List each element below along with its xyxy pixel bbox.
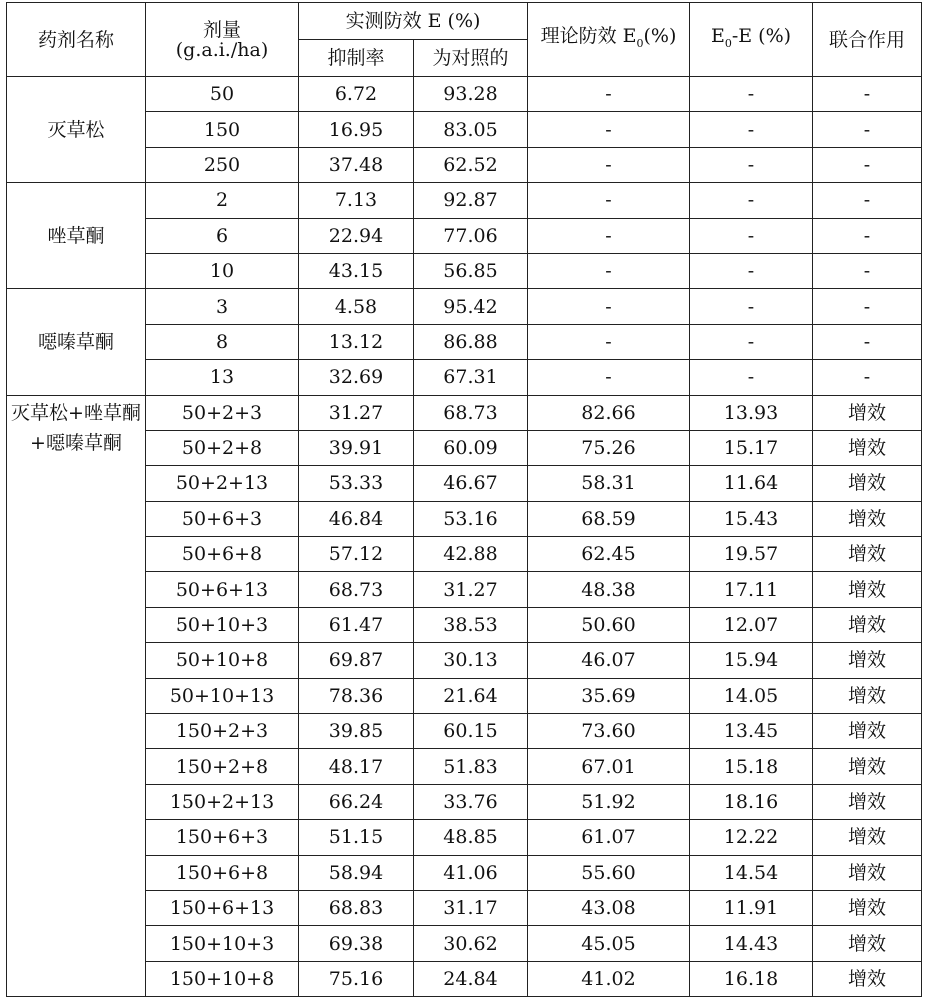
joint-action-cell: 增效: [813, 572, 922, 607]
dose-cell: 150+2+3: [146, 714, 299, 749]
efficacy-difference-cell: 17.11: [690, 572, 813, 607]
theoretical-efficacy-cell: -: [528, 183, 690, 218]
theoretical-efficacy-cell: -: [528, 112, 690, 147]
dose-cell: 50+2+3: [146, 395, 299, 430]
joint-action-cell: -: [813, 183, 922, 218]
relative-to-control-cell: 68.73: [414, 395, 528, 430]
inhibition-rate-cell: 37.48: [299, 147, 414, 182]
dose-cell: 50+10+13: [146, 678, 299, 713]
inhibition-rate-cell: 6.72: [299, 77, 414, 112]
inhibition-rate-cell: 53.33: [299, 466, 414, 501]
joint-action-cell: 增效: [813, 395, 922, 430]
theoretical-efficacy-cell: 73.60: [528, 714, 690, 749]
joint-action-cell: 增效: [813, 430, 922, 465]
dose-cell: 150+10+8: [146, 961, 299, 996]
table-row: [7, 289, 922, 324]
header-dose-unit: (g.a.i./ha): [175, 38, 269, 61]
efficacy-difference-cell: 13.45: [690, 714, 813, 749]
joint-action-cell: -: [813, 253, 922, 288]
efficacy-difference-cell: -: [690, 147, 813, 182]
efficacy-difference-cell: 16.18: [690, 961, 813, 996]
joint-action-cell: 增效: [813, 537, 922, 572]
theoretical-efficacy-cell: -: [528, 147, 690, 182]
joint-action-cell: -: [813, 289, 922, 324]
theoretical-efficacy-cell: 45.05: [528, 926, 690, 961]
dose-cell: 50+6+3: [146, 501, 299, 536]
dose-cell: 150: [146, 112, 299, 147]
efficacy-difference-cell: 15.18: [690, 749, 813, 784]
theoretical-efficacy-cell: -: [528, 253, 690, 288]
inhibition-rate-cell: 68.73: [299, 572, 414, 607]
inhibition-rate-cell: 16.95: [299, 112, 414, 147]
efficacy-difference-cell: 15.94: [690, 643, 813, 678]
relative-to-control-cell: 21.64: [414, 678, 528, 713]
inhibition-rate-cell: 75.16: [299, 961, 414, 996]
table-row: [7, 395, 922, 430]
header-theoretical-efficacy: [528, 3, 690, 77]
dose-cell: 250: [146, 147, 299, 182]
efficacy-difference-cell: 12.07: [690, 607, 813, 642]
dose-cell: 50+10+3: [146, 607, 299, 642]
joint-action-cell: 增效: [813, 714, 922, 749]
dose-cell: 150+2+8: [146, 749, 299, 784]
relative-to-control-cell: 83.05: [414, 112, 528, 147]
inhibition-rate-cell: 51.15: [299, 820, 414, 855]
header-measured-efficacy: 实测防效 E (%): [299, 3, 528, 40]
dose-cell: 150+10+3: [146, 926, 299, 961]
relative-to-control-cell: 30.13: [414, 643, 528, 678]
efficacy-difference-cell: 12.22: [690, 820, 813, 855]
theoretical-efficacy-cell: 48.38: [528, 572, 690, 607]
dose-cell: 150+6+3: [146, 820, 299, 855]
table-body: [7, 77, 922, 997]
efficacy-difference-cell: 11.64: [690, 466, 813, 501]
efficacy-difference-cell: -: [690, 112, 813, 147]
theoretical-efficacy-cell: -: [528, 360, 690, 395]
inhibition-rate-cell: 78.36: [299, 678, 414, 713]
header-inhibition-rate: 抑制率: [299, 40, 414, 77]
theoretical-efficacy-cell: 61.07: [528, 820, 690, 855]
efficacy-difference-cell: 19.57: [690, 537, 813, 572]
inhibition-rate-cell: 48.17: [299, 749, 414, 784]
efficacy-difference-cell: -: [690, 253, 813, 288]
relative-to-control-cell: 86.88: [414, 324, 528, 359]
theoretical-efficacy-cell: 55.60: [528, 855, 690, 890]
relative-to-control-cell: 31.27: [414, 572, 528, 607]
theoretical-efficacy-cell: 50.60: [528, 607, 690, 642]
header-dose-label: 剂量: [202, 18, 241, 41]
relative-to-control-cell: 48.85: [414, 820, 528, 855]
joint-action-cell: -: [813, 147, 922, 182]
relative-to-control-cell: 53.16: [414, 501, 528, 536]
drug-name-cell: 噁嗪草酮: [7, 289, 146, 395]
inhibition-rate-cell: 13.12: [299, 324, 414, 359]
relative-to-control-cell: 24.84: [414, 961, 528, 996]
header-diff-sub: 0: [724, 36, 732, 50]
inhibition-rate-cell: 32.69: [299, 360, 414, 395]
inhibition-rate-cell: 4.58: [299, 289, 414, 324]
relative-to-control-cell: 46.67: [414, 466, 528, 501]
efficacy-difference-cell: 15.17: [690, 430, 813, 465]
efficacy-difference-cell: 11.91: [690, 890, 813, 925]
inhibition-rate-cell: 58.94: [299, 855, 414, 890]
joint-action-cell: -: [813, 77, 922, 112]
theoretical-efficacy-cell: 35.69: [528, 678, 690, 713]
inhibition-rate-cell: 43.15: [299, 253, 414, 288]
header-theory-prefix: 理论防效 E: [540, 24, 637, 47]
dose-cell: 2: [146, 183, 299, 218]
relative-to-control-cell: 33.76: [414, 784, 528, 819]
relative-to-control-cell: 60.09: [414, 430, 528, 465]
efficacy-difference-cell: -: [690, 289, 813, 324]
joint-action-cell: 增效: [813, 607, 922, 642]
joint-action-cell: 增效: [813, 784, 922, 819]
drug-name-cell: 灭草松: [7, 77, 146, 183]
relative-to-control-cell: 56.85: [414, 253, 528, 288]
dose-cell: 150+6+8: [146, 855, 299, 890]
joint-action-cell: 增效: [813, 678, 922, 713]
relative-to-control-cell: 41.06: [414, 855, 528, 890]
header-theory-suffix: (%): [643, 24, 677, 47]
inhibition-rate-cell: 46.84: [299, 501, 414, 536]
theoretical-efficacy-cell: 41.02: [528, 961, 690, 996]
efficacy-difference-cell: -: [690, 218, 813, 253]
joint-action-cell: -: [813, 218, 922, 253]
dose-cell: 50+2+13: [146, 466, 299, 501]
relative-to-control-cell: 42.88: [414, 537, 528, 572]
header-diff-prefix: E: [710, 24, 725, 47]
relative-to-control-cell: 92.87: [414, 183, 528, 218]
efficacy-difference-cell: 14.54: [690, 855, 813, 890]
header-theory-sub: 0: [636, 36, 644, 50]
joint-action-cell: 增效: [813, 820, 922, 855]
inhibition-rate-cell: 68.83: [299, 890, 414, 925]
theoretical-efficacy-cell: -: [528, 77, 690, 112]
dose-cell: 50+6+13: [146, 572, 299, 607]
header-dose: [146, 3, 299, 77]
theoretical-efficacy-cell: 75.26: [528, 430, 690, 465]
relative-to-control-cell: 67.31: [414, 360, 528, 395]
efficacy-difference-cell: -: [690, 77, 813, 112]
header-diff-suffix: -E (%): [731, 24, 792, 47]
joint-action-cell: -: [813, 324, 922, 359]
joint-action-cell: 增效: [813, 466, 922, 501]
drug-name-cell: 灭草松+唑草酮+噁嗪草酮: [7, 395, 146, 997]
dose-cell: 50+2+8: [146, 430, 299, 465]
theoretical-efficacy-cell: 43.08: [528, 890, 690, 925]
efficacy-difference-cell: 15.43: [690, 501, 813, 536]
joint-action-cell: 增效: [813, 890, 922, 925]
theoretical-efficacy-cell: -: [528, 324, 690, 359]
header-joint-action: 联合作用: [813, 3, 922, 77]
inhibition-rate-cell: 7.13: [299, 183, 414, 218]
table-header: [7, 3, 922, 77]
efficacy-table-container: [6, 2, 922, 997]
header-relative-to-control: 为对照的: [414, 40, 528, 77]
theoretical-efficacy-cell: -: [528, 289, 690, 324]
relative-to-control-cell: 77.06: [414, 218, 528, 253]
inhibition-rate-cell: 69.38: [299, 926, 414, 961]
dose-cell: 50+6+8: [146, 537, 299, 572]
dose-cell: 3: [146, 289, 299, 324]
dose-cell: 150+2+13: [146, 784, 299, 819]
inhibition-rate-cell: 57.12: [299, 537, 414, 572]
table-row: [7, 183, 922, 218]
table-row: [7, 77, 922, 112]
joint-action-cell: 增效: [813, 855, 922, 890]
inhibition-rate-cell: 66.24: [299, 784, 414, 819]
inhibition-rate-cell: 39.91: [299, 430, 414, 465]
joint-action-cell: 增效: [813, 961, 922, 996]
efficacy-difference-cell: -: [690, 324, 813, 359]
relative-to-control-cell: 60.15: [414, 714, 528, 749]
inhibition-rate-cell: 61.47: [299, 607, 414, 642]
joint-action-cell: 增效: [813, 501, 922, 536]
joint-action-cell: 增效: [813, 749, 922, 784]
efficacy-table: [6, 2, 922, 997]
relative-to-control-cell: 93.28: [414, 77, 528, 112]
theoretical-efficacy-cell: -: [528, 218, 690, 253]
relative-to-control-cell: 51.83: [414, 749, 528, 784]
joint-action-cell: -: [813, 360, 922, 395]
joint-action-cell: -: [813, 112, 922, 147]
efficacy-difference-cell: 18.16: [690, 784, 813, 819]
drug-name-cell: 唑草酮: [7, 183, 146, 289]
theoretical-efficacy-cell: 82.66: [528, 395, 690, 430]
relative-to-control-cell: 62.52: [414, 147, 528, 182]
relative-to-control-cell: 31.17: [414, 890, 528, 925]
theoretical-efficacy-cell: 62.45: [528, 537, 690, 572]
efficacy-difference-cell: -: [690, 360, 813, 395]
theoretical-efficacy-cell: 67.01: [528, 749, 690, 784]
dose-cell: 6: [146, 218, 299, 253]
relative-to-control-cell: 38.53: [414, 607, 528, 642]
joint-action-cell: 增效: [813, 926, 922, 961]
efficacy-difference-cell: 14.43: [690, 926, 813, 961]
dose-cell: 13: [146, 360, 299, 395]
theoretical-efficacy-cell: 68.59: [528, 501, 690, 536]
relative-to-control-cell: 30.62: [414, 926, 528, 961]
theoretical-efficacy-cell: 46.07: [528, 643, 690, 678]
inhibition-rate-cell: 22.94: [299, 218, 414, 253]
dose-cell: 150+6+13: [146, 890, 299, 925]
dose-cell: 8: [146, 324, 299, 359]
header-efficacy-difference: [690, 3, 813, 77]
dose-cell: 10: [146, 253, 299, 288]
joint-action-cell: 增效: [813, 643, 922, 678]
efficacy-difference-cell: 14.05: [690, 678, 813, 713]
efficacy-difference-cell: 13.93: [690, 395, 813, 430]
theoretical-efficacy-cell: 58.31: [528, 466, 690, 501]
inhibition-rate-cell: 69.87: [299, 643, 414, 678]
dose-cell: 50: [146, 77, 299, 112]
theoretical-efficacy-cell: 51.92: [528, 784, 690, 819]
relative-to-control-cell: 95.42: [414, 289, 528, 324]
efficacy-difference-cell: -: [690, 183, 813, 218]
header-drug-name: 药剂名称: [7, 3, 146, 77]
inhibition-rate-cell: 31.27: [299, 395, 414, 430]
inhibition-rate-cell: 39.85: [299, 714, 414, 749]
dose-cell: 50+10+8: [146, 643, 299, 678]
